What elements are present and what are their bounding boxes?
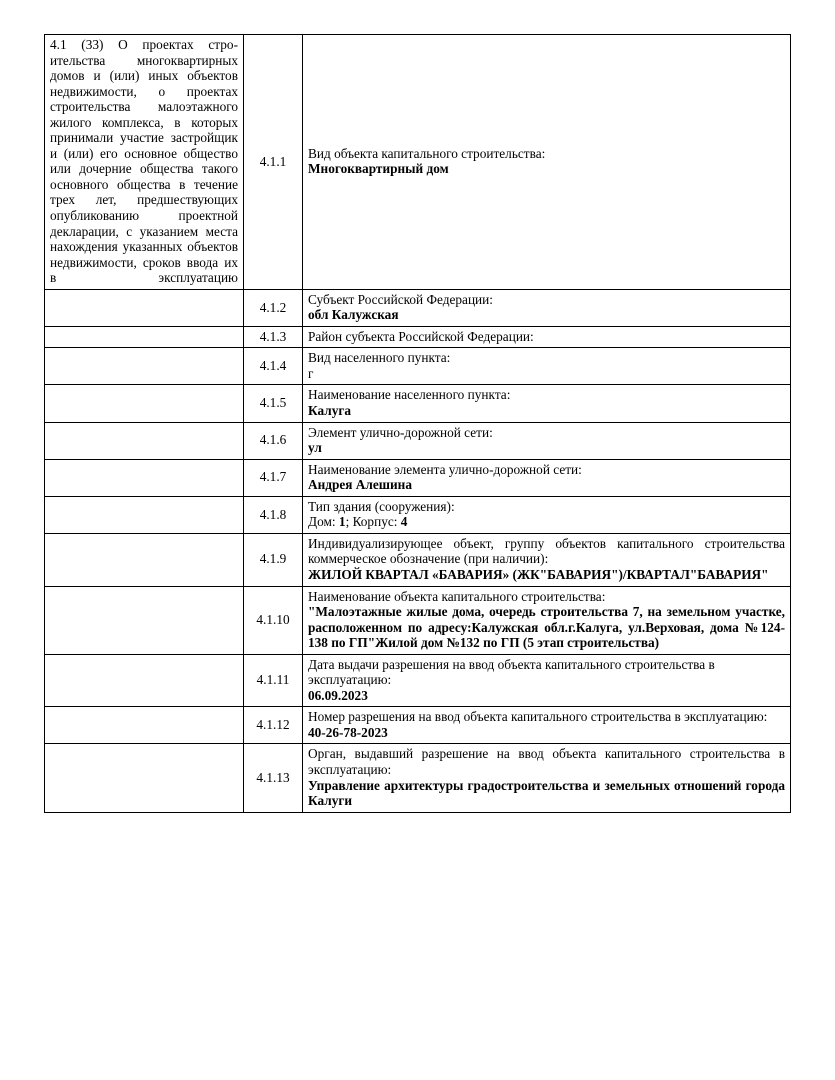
row-value: г — [308, 365, 314, 381]
row-title: Субъект Российской Федерации: — [308, 291, 493, 307]
empty-label-cell — [45, 533, 244, 586]
table-row — [45, 496, 791, 533]
table-row — [45, 459, 791, 496]
declaration-table — [44, 34, 791, 813]
row-number: 4.1.4 — [244, 348, 303, 385]
row-value-cell — [303, 348, 791, 385]
table-row — [45, 586, 791, 654]
row-value: ЖИЛОЙ КВАРТАЛ «БАВАРИЯ» (ЖК"БАВАРИЯ")/КВАРТАЛ"БАВАРИЯ" — [308, 566, 769, 582]
row-number: 4.1.2 — [244, 289, 303, 326]
table-row — [45, 744, 791, 812]
row-number: 4.1.10 — [244, 586, 303, 654]
row-value: Управление архитектуры градостроительства и земельных отношений города Калуги — [308, 777, 785, 809]
table-row — [45, 35, 791, 290]
table-row — [45, 422, 791, 459]
row-value-cell — [303, 496, 791, 533]
row-number: 4.1.11 — [244, 654, 303, 707]
row-value: 06.09.2023 — [308, 687, 368, 703]
row-value-cell — [303, 707, 791, 744]
row-value: Дом: 1; Корпус: 4 — [308, 514, 408, 530]
empty-label-cell — [45, 385, 244, 422]
row-value-cell — [303, 586, 791, 654]
row-value-cell — [303, 289, 791, 326]
table-row — [45, 326, 791, 348]
row-title: Элемент улично-дорожной сети: — [308, 424, 493, 440]
row-value-cell — [303, 744, 791, 812]
row-title: Орган, выдавший разрешение на ввод объекта капитального строительства в эксплуатацию: — [308, 746, 785, 777]
row-value: Калуга — [308, 403, 352, 419]
row-number: 4.1.6 — [244, 422, 303, 459]
empty-label-cell — [45, 744, 244, 812]
table-row — [45, 654, 791, 707]
section-label-cell: 4.1 (33) О проектах строительства многоквартирных домов и (или) иных объектов недвижимости, о проектах строительства малоэтажного жилого комплекса, в которых принимали участие застройщик и (или) его основное общество или дочерние общества такого основного общества в течение трех лет, предшествующих опубликованию проектной декларации, с указанием места нахождения указанных объектов недвижимости, сроков ввода их в эксплуатацию — [45, 35, 244, 290]
table-row — [45, 533, 791, 586]
empty-label-cell — [45, 422, 244, 459]
empty-label-cell — [45, 707, 244, 744]
empty-label-cell — [45, 496, 244, 533]
table-row — [45, 348, 791, 385]
row-number: 4.1.13 — [244, 744, 303, 812]
table-row — [45, 385, 791, 422]
row-title: Наименование элемента улично-дорожной сети: — [308, 461, 582, 477]
row-value: обл Калужская — [308, 307, 399, 323]
row-title: Вид объекта капитального строительства: — [308, 145, 546, 161]
table-row — [45, 707, 791, 744]
row-value-cell — [303, 385, 791, 422]
empty-label-cell — [45, 289, 244, 326]
empty-label-cell — [45, 459, 244, 496]
row-number: 4.1.5 — [244, 385, 303, 422]
empty-label-cell — [45, 326, 244, 348]
row-number: 4.1.12 — [244, 707, 303, 744]
row-value-cell — [303, 422, 791, 459]
row-value-cell — [303, 326, 791, 348]
row-value-cell — [303, 35, 791, 290]
row-number: 4.1.1 — [244, 35, 303, 290]
row-value: Многоквартирный дом — [308, 161, 449, 177]
row-value-cell — [303, 533, 791, 586]
row-title: Наименование объекта капитального строительства: — [308, 588, 606, 604]
row-title: Наименование населенного пункта: — [308, 387, 511, 403]
empty-label-cell — [45, 586, 244, 654]
row-title: Дата выдачи разрешения на ввод объекта капитального строительства в эксплуатацию: — [308, 656, 715, 688]
row-title: Номер разрешения на ввод объекта капитального строительства в эксплуатацию: — [308, 709, 768, 725]
row-number: 4.1.9 — [244, 533, 303, 586]
row-value-cell — [303, 459, 791, 496]
row-value: 40-26-78-2023 — [308, 724, 388, 740]
row-value-cell — [303, 654, 791, 707]
row-title: Вид населенного пункта: — [308, 350, 451, 366]
row-value: Андрея Алешина — [308, 477, 412, 493]
row-title: Тип здания (сооружения): — [308, 498, 455, 514]
row-title: Индивидуализирующее объект, группу объектов капитального строительства коммерческое обозначение (при наличии): — [308, 535, 785, 567]
row-value: ул — [308, 440, 322, 456]
empty-label-cell — [45, 348, 244, 385]
row-number: 4.1.8 — [244, 496, 303, 533]
row-number: 4.1.3 — [244, 326, 303, 348]
row-number: 4.1.7 — [244, 459, 303, 496]
row-value: "Малоэтажные жилые дома, очередь строительства 7, на земельном участке, расположенном по адресу:Калужская обл.г.Калуга, ул.Верховая, дома №124-138 по ГП"Жилой дом №132 по ГП (5 этап строительства) — [308, 604, 785, 651]
row-title: Район субъекта Российской Федерации: — [308, 328, 534, 344]
empty-label-cell — [45, 654, 244, 707]
table-row — [45, 289, 791, 326]
